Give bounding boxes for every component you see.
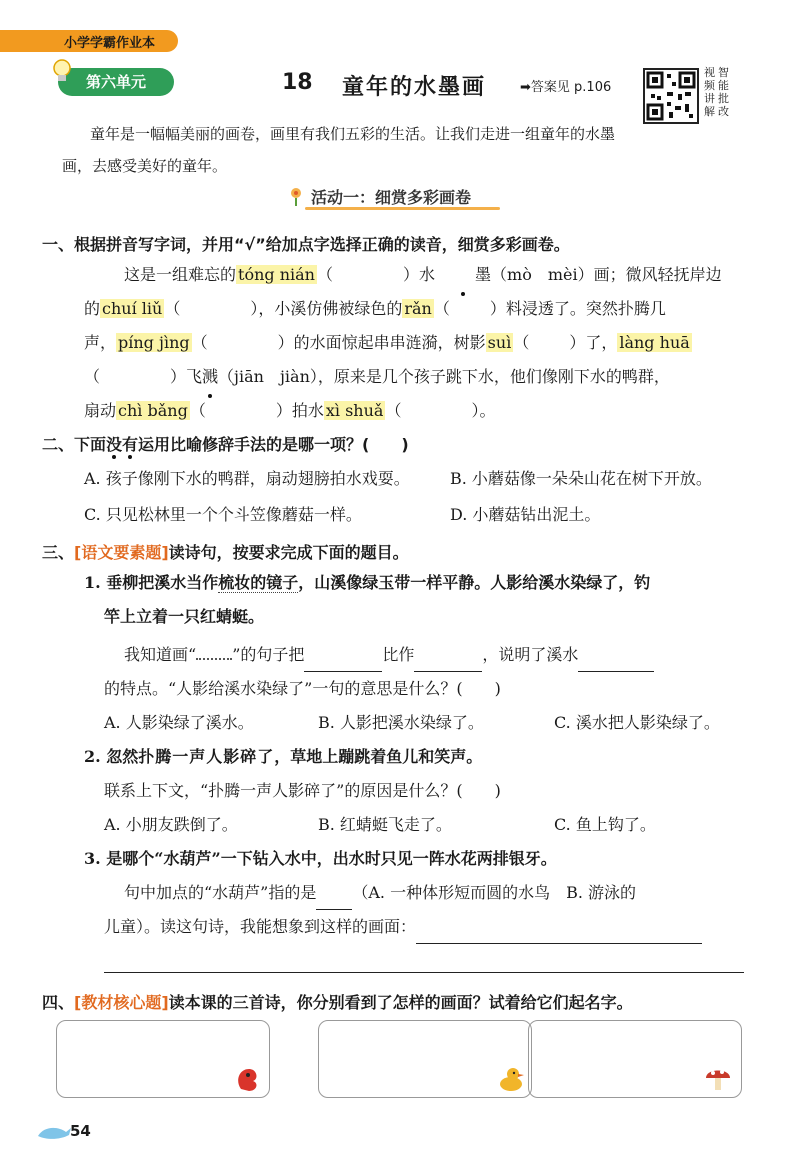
q3-1-options: [84, 706, 764, 740]
pinyin: píng jìng: [118, 333, 190, 352]
q3-3-line: [84, 876, 764, 910]
text: 儿童）。读这句诗，我能想象到这样的画面：: [104, 917, 417, 936]
text: 这是一组难忘的: [124, 265, 237, 284]
text: 四、: [42, 993, 75, 1012]
answer-blank[interactable]: [316, 891, 352, 910]
activity-underline: [305, 207, 500, 210]
answer-box-3[interactable]: [528, 1020, 742, 1098]
option-c[interactable]: C. 溪水把人影染绿了。: [554, 713, 720, 732]
q1-line: 这是一组难忘的 tóng nián （ ）水 墨（mò mèi）画；微风轻抚岸边: [84, 258, 764, 292]
text: ”的句子把: [232, 645, 305, 664]
underlined-text: 梳妆的镜子: [218, 573, 299, 592]
series-banner: [0, 30, 178, 52]
activity-title: 活动一：细赏多彩画卷: [311, 188, 472, 207]
q3-heading: [42, 540, 409, 563]
mushroom-icon: [703, 1063, 733, 1093]
q1-line: [84, 360, 764, 394]
answer-blank[interactable]: [304, 653, 382, 672]
qr-side-label: [704, 66, 732, 118]
qr-char: 能: [718, 79, 729, 92]
dotted-char: 有: [122, 432, 138, 455]
q1-line: 扇动 chì bǎng （ ）拍水 xì shuǎ （ ）。: [84, 401, 496, 420]
text: 运用比喻修辞手法的是哪一项？( ): [138, 435, 409, 454]
q3-2-options: [84, 808, 764, 842]
q4-heading: [42, 990, 633, 1013]
answer-box-1[interactable]: [56, 1020, 270, 1098]
q1-line: 声， píng jìng （ ）的水面惊起串串涟漪，树影 suì （ ）了， làng huā: [84, 333, 690, 352]
text: ），小溪仿佛被绿色的: [250, 299, 403, 318]
dotted-char: 溅: [202, 360, 218, 394]
qr-char: 解: [704, 105, 715, 118]
pinyin: rǎn: [404, 299, 432, 318]
text: ）水: [403, 265, 436, 284]
q3-3-line: [84, 910, 764, 944]
pinyin: chuí liǔ: [102, 299, 163, 318]
option-c[interactable]: C. 鱼上钩了。: [554, 815, 656, 834]
lesson-number: 18: [282, 70, 313, 95]
text: 3. 是哪个“: [84, 849, 164, 868]
unit-badge: [58, 68, 174, 96]
text: 我知道画“: [124, 645, 197, 664]
text: 二、下面: [42, 435, 107, 454]
text: （mò mèi）画；微风轻抚岸边: [491, 265, 722, 284]
q3-2-question: 联系上下文，“扑腾一声人影碎了”的原因是什么？( ): [104, 781, 501, 800]
option-a[interactable]: A. 小朋友跌倒了。: [104, 815, 238, 834]
poem-line: [84, 566, 764, 600]
text: 1. 垂柳把溪水当作: [84, 573, 219, 592]
flower-icon: [285, 185, 307, 207]
qr-char: 智: [718, 66, 729, 79]
qr-char: 频: [704, 79, 715, 92]
text: 读本课的三首诗，你分别看到了怎样的画面？试着给它们起名字。: [168, 993, 633, 1012]
activity-title-block: [285, 183, 500, 209]
text: ”一下钻入水中，出水时只见一阵水花两排银牙。: [211, 849, 557, 868]
text: 竿上立着一只红蜻蜓。: [104, 607, 265, 626]
q2-option-a[interactable]: A. 孩子像刚下水的鸭群，扇动翅膀拍水戏耍。: [84, 469, 410, 488]
text: ）的水面惊起串串涟漪，树影: [277, 333, 486, 352]
qr-char: 批: [718, 92, 729, 105]
page-number: 54: [70, 1122, 91, 1140]
text: 的: [84, 299, 101, 318]
text: （jiān jiàn），原来是几个孩子跳下水，他们像刚下水的鸭群，: [218, 367, 670, 386]
option-b[interactable]: B. 人影把溪水染绿了。: [318, 713, 484, 732]
text: 声，: [84, 333, 117, 352]
answer-blank[interactable]: [578, 653, 654, 672]
intro-paragraph: 童年是一幅幅美丽的画卷，画里有我们五彩的生活。让我们走进一组童年的水墨画，去感受美好的童年。: [62, 125, 616, 175]
q3-body: [84, 566, 764, 944]
text: ）飞: [170, 367, 203, 386]
answer-ref-text: 答案见 p.106: [530, 80, 612, 95]
duck-icon: [497, 1065, 525, 1093]
q2-option-d[interactable]: D. 小蘑菇钻出泥土。: [450, 505, 601, 524]
answer-box-2[interactable]: [318, 1020, 532, 1098]
dotted-char: 墨: [435, 258, 491, 292]
option-a[interactable]: A. 人影染绿了溪水。: [104, 713, 254, 732]
question-tag: [教材核心题]: [74, 993, 169, 1012]
pinyin: chì bǎng: [118, 401, 188, 420]
dotted-text: 水葫芦: [163, 849, 212, 868]
pinyin: tóng nián: [238, 265, 315, 284]
text: （A. 一种体形短而圆的水鸟 B. 游泳的: [352, 883, 637, 902]
lightbulb-icon: [52, 58, 72, 84]
squirrel-icon: [233, 1063, 263, 1093]
answer-line[interactable]: [104, 972, 744, 973]
answer-blank[interactable]: [416, 925, 702, 944]
option-b[interactable]: B. 红蜻蜓飞走了。: [318, 815, 452, 834]
q2-heading: [42, 432, 409, 455]
q3-1-question: 的特点。“人影给溪水染绿了”一句的意思是什么？( ): [104, 679, 501, 698]
unit-label: 第六单元: [85, 73, 146, 91]
text: ）了，: [569, 333, 618, 352]
answer-blank[interactable]: [414, 653, 482, 672]
q1-line: 的 chuí liǔ （ ），小溪仿佛被绿色的 rǎn （ ）料浸透了。突然扑腾几: [84, 299, 666, 318]
text: 三、: [42, 543, 75, 562]
text: 扇动: [84, 401, 117, 420]
answer-blank[interactable]: [196, 644, 232, 660]
text: 2. 忽然: [84, 747, 139, 766]
text: ，山溪像绿玉带一样平静。人影给溪水染绿了，钓: [298, 573, 651, 592]
q1-body: [84, 258, 764, 428]
text: 比作: [382, 645, 415, 664]
poem-line: [84, 600, 764, 634]
poem-line: [84, 842, 764, 876]
qr-pattern: [645, 70, 697, 122]
pinyin: suì: [487, 333, 512, 352]
text: （: [84, 367, 101, 386]
series-title: 小学学霸作业本: [64, 36, 156, 51]
qr-char: 讲: [704, 92, 715, 105]
text: ）。: [471, 401, 496, 420]
qr-char: 改: [718, 105, 729, 118]
q2-option-c[interactable]: C. 只见松林里一个个斗笠像蘑菇一样。: [84, 505, 362, 524]
answer-reference: ➡答案见 p.106: [520, 80, 612, 95]
pinyin: làng huā: [619, 333, 690, 352]
qr-code[interactable]: [643, 68, 699, 124]
text: 读诗句，按要求完成下面的题目。: [168, 543, 409, 562]
dolphin-icon: [36, 1124, 72, 1142]
text: ，说明了溪水: [482, 645, 579, 664]
text: ）拍水: [275, 401, 324, 420]
text: 句中加点的“水葫芦”指的是: [124, 883, 317, 902]
dotted-text: 扑腾一声人影碎了: [138, 747, 275, 766]
lesson-title: 童年的水墨画: [342, 75, 487, 100]
q3-1-line: [84, 638, 764, 672]
dotted-char: 没: [106, 432, 122, 455]
poem-line: [84, 740, 764, 774]
text: ，草地上蹦跳着鱼儿和笑声。: [274, 747, 483, 766]
pinyin: xì shuǎ: [325, 401, 384, 420]
q1-heading: 一、根据拼音写字词，并用“√”给加点字选择正确的读音，细赏多彩画卷。: [42, 235, 570, 254]
qr-char: 视: [704, 66, 715, 79]
q2-option-b[interactable]: B. 小蘑菇像一朵朵山花在树下开放。: [450, 469, 712, 488]
text: ）料浸透了。突然扑腾几: [489, 299, 666, 318]
question-tag: [语文要素题]: [74, 543, 169, 562]
